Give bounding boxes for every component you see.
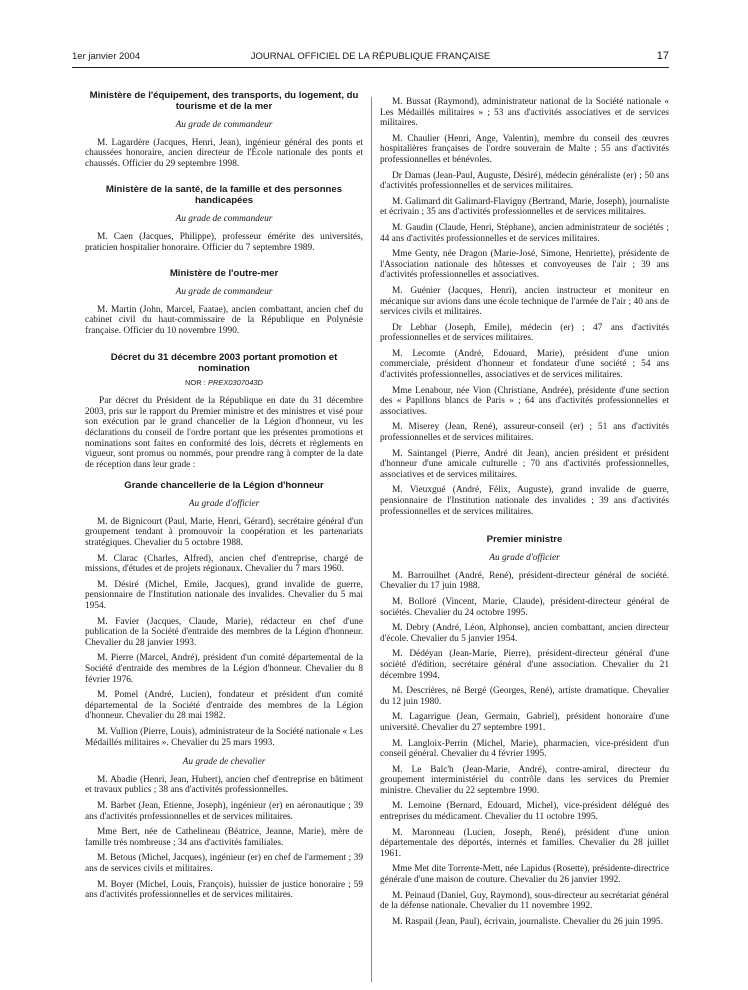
entry-list bbox=[85, 305, 363, 337]
header-date: 1er janvier 2004 bbox=[72, 51, 141, 62]
nominee-entry: M. Descrières, né Bergé (Georges, René), artiste dramatique. Chevalier du 12 juin 1980. bbox=[380, 686, 669, 707]
nominee-entry: Mme Bert, née de Cathelineau (Béatrice, Jeanne, Marie), mère de famille très nombreuse ; 34 ans d'activités familiales. bbox=[85, 827, 363, 848]
entry-list bbox=[85, 775, 363, 901]
entry-list bbox=[85, 517, 363, 748]
header-journal-title: JOURNAL OFFICIEL DE LA RÉPUBLIQUE FRANÇAISE bbox=[250, 51, 491, 62]
column-divider bbox=[371, 97, 372, 982]
nominee-entry: Mme Genty, née Dragon (Marie-José, Simone, Henriette), présidente de l'Association nationale des hôtesses et convoyeuses de l'air ; 39 ans d'activités professionnelles et associatives. bbox=[380, 249, 669, 281]
nominee-entry: M. Désiré (Michel, Emile, Jacques), grand invalide de guerre, pensionnaire de l'Institution nationale des invalides. Chevalier du 5 mai 1954. bbox=[85, 579, 363, 612]
running-header bbox=[72, 51, 669, 65]
header-rule bbox=[72, 67, 669, 68]
entry-list bbox=[380, 97, 669, 517]
nominee-entry: M. Bussat (Raymond), administrateur national de la Société nationale « Les Médaillés militaires » ; 53 ans d'activités associatives et de services militaires. bbox=[380, 97, 669, 129]
nor-reference bbox=[85, 378, 363, 389]
nominee-entry: M. de Bignicourt (Paul, Marie, Henri, Gérard), secrétaire général d'un groupement tendant à promouvoir la coopération et les partenariats stratégiques. Chevalier du 5 octobre 1988. bbox=[85, 516, 363, 549]
section-title: Ministère de l'outre-mer bbox=[169, 268, 279, 280]
right-column bbox=[380, 97, 669, 932]
grade-heading: Au grade d'officier bbox=[188, 499, 260, 510]
left-column bbox=[85, 90, 363, 906]
nominee-entry: M. Clarac (Charles, Alfred), ancien chef d'entreprise, chargé de missions, d'études et de projets régionaux. Chevalier du 7 mars 1960. bbox=[85, 553, 363, 575]
nominee-entry: M. Pierre (Marcel, André), président d'un comité départemental de la Société d'entraide des membres de la Légion d'honneur. Chevalier du 8 février 1976. bbox=[85, 653, 363, 685]
nominee-entry: M. Favier (Jacques, Claude, Marie), rédacteur en chef d'une publication de la Société d'entraide des membres de la Légion d'honneur. Chevalier du 28 janvier 1993. bbox=[85, 616, 363, 648]
nominee-entry: Mme Met dite Torrente-Mett, née Lapidus (Rosette), présidente-directrice générale d'une maison de couture. Chevalier du 26 janvier 1992. bbox=[380, 864, 669, 886]
nominee-entry: M. Gaudin (Claude, Henri, Stéphane), ancien administrateur de sociétés ; 44 ans d'activités professionnelles et de services militaires. bbox=[380, 222, 669, 244]
nominee-entry: M. Vieuxgué (André, Félix, Auguste), grand invalide de guerre, pensionnaire de l'Institution nationale des invalides ; 39 ans d'activités professionnelles et de services militaires. bbox=[380, 485, 669, 517]
nominee-entry: M. Lecomte (André, Edouard, Marie), président d'une union commerciale, président d'honneur et fondateur d'une société ; 54 ans d'activités professionnelles, associatives et de services militaires. bbox=[380, 348, 669, 381]
nominee-entry: M. Lagardère (Jacques, Henri, Jean), ingénieur général des ponts et chaussées honoraire, ancien directeur de l'École nationale des ponts et chaussés. Officier du 29 septembre 1998. bbox=[85, 137, 363, 169]
grade-heading: Au grade de commandeur bbox=[175, 214, 273, 225]
grade-heading: Au grade de commandeur bbox=[175, 287, 273, 298]
nominee-entry: M. Bolloré (Vincent, Marie, Claude), président-directeur général de sociétés. Chevalier du 24 octobre 1995. bbox=[380, 596, 669, 618]
nominee-entry: M. Lagarrigue (Jean, Germain, Gabriel), président honoraire d'une université. Chevalier du 27 septembre 1991. bbox=[380, 712, 669, 733]
nominee-entry: M. Raspail (Jean, Paul), écrivain, journaliste. Chevalier du 26 juin 1995. bbox=[392, 916, 663, 927]
section-title: Grande chancellerie de la Légion d'honneur bbox=[124, 480, 324, 492]
nominee-entry: Mme Lenabour, née Vion (Christiane, Andrée), présidente d'une section des « Papillons blancs de Paris » ; 64 ans d'activités professionnelles et associatives. bbox=[380, 385, 669, 417]
nominee-entry: M. Debry (André, Léon, Alphonse), ancien combattant, ancien directeur d'école. Chevalier du 5 janvier 1954. bbox=[380, 623, 669, 644]
nominee-entry: M. Martin (John, Marcel, Faatae), ancien combattant, ancien chef du cabinet civil du haut-commissaire de la République en Polynésie française. Officier du 10 novembre 1990. bbox=[85, 304, 363, 336]
nominee-entry: M. Le Balc'h (Jean-Marie, André), contre-amiral, directeur du groupement interministériel du contrôle dans les services du Premier ministre. Chevalier du 22 septembre 1990. bbox=[380, 764, 669, 796]
nominee-entry: Dr Lebhar (Joseph, Emile), médecin (er) ; 47 ans d'activités professionnelles et de services militaires. bbox=[380, 322, 669, 344]
nominee-entry: M. Dédéyan (Jean-Marie, Pierre), président-directeur général d'une société d'édition, secrétaire général d'une association. Chevalier du 21 décembre 1994. bbox=[380, 649, 669, 681]
nominee-entry: M. Chaulier (Henri, Ange, Valentin), membre du conseil des œuvres hospitalières françaises de l'ordre souverain de Malte ; 55 ans d'activités professionnelles et bénévoles. bbox=[380, 133, 669, 165]
nominee-entry: M. Abadie (Henri, Jean, Hubert), ancien chef d'entreprise en bâtiment et travaux publics ; 38 ans d'activités professionnelles. bbox=[85, 774, 363, 796]
nominee-entry: M. Peinaud (Daniel, Guy, Raymond), sous-directeur au secrétariat général de la défense nationale. Chevalier du 11 novembre 1992. bbox=[380, 890, 670, 912]
nominee-entry: M. Betous (Michel, Jacques), ingénieur (er) en chef de l'armement ; 39 ans de services civils et militaires. bbox=[85, 853, 363, 874]
nominee-entry: M. Barbet (Jean, Etienne, Joseph), ingénieur (er) en aéronautique ; 39 ans d'activités professionnelles et de services militaires. bbox=[85, 800, 363, 822]
nominee-entry: M. Langloix-Perrin (Michel, Marie), pharmacien, vice-président d'un conseil général. Chevalier du 4 février 1995. bbox=[380, 738, 669, 760]
nominee-entry: M. Galimard dit Galimard-Flavigny (Bertrand, Marie, Joseph), journaliste et écrivain ; 35 ans d'activités professionnelles et de services militaires. bbox=[380, 196, 669, 218]
nominee-entry: M. Vullion (Pierre, Louis), administrateur de la Société nationale « Les Médaillés militaires ». Chevalier du 25 mars 1993. bbox=[85, 726, 363, 748]
grade-heading: Au grade d'officier bbox=[489, 553, 560, 564]
nominee-entry: M. Pomel (André, Lucien), fondateur et président d'un comité départemental de la Société d'entraide des membres de la Légion d'honneur. Chevalier du 28 mai 1982. bbox=[85, 690, 363, 722]
decree-paragraph: Par décret du Président de la République en date du 31 décembre 2003, pris sur le rapport du Premier ministre et des ministres et visé pour son exécution par le grand chancelier de la Légion d'honneur, vu les déclarations du conseil de l'ordre portant que les présentes promotions et nominations sont faites en conformité des lois, décrets et règlements en vigueur, sont promus ou nommés, pour prendre rang à compter de la date de réception dans leur grade : bbox=[85, 396, 363, 470]
section-title: Ministère de la santé, de la famille et des personnes handicapées bbox=[105, 184, 343, 207]
entry-list bbox=[85, 232, 363, 253]
nominee-entry: M. Saintangel (Pierre, André dit Jean), ancien président et président d'honneur d'une amicale culturelle ; 70 ans d'activités professionnelles, associatives et de services militaires. bbox=[380, 448, 669, 480]
nominee-entry: M. Maronneau (Lucien, Joseph, René), président d'une union départementale des déportés, internés et familles. Chevalier du 28 juillet 1961. bbox=[380, 827, 669, 859]
nor-code: PREX0307043D bbox=[207, 377, 263, 387]
entry-list bbox=[85, 138, 363, 170]
entry-list bbox=[380, 571, 669, 928]
nominee-entry: M. Guénier (Jacques, Henri), ancien instructeur et moniteur en mécanique sur avions dans une école technique de l'armée de l'air ; 40 ans de services civils et militaires. bbox=[380, 285, 669, 318]
section-title: Ministère de l'équipement, des transports, du logement, du tourisme et de la mer bbox=[89, 90, 359, 112]
nominee-entry: Dr Damas (Jean-Paul, Auguste, Désiré), médecin généraliste (er) ; 50 ans d'activités professionnelles et de services militaires. bbox=[380, 170, 669, 192]
nominee-entry: M. Barrouilhet (André, René), président-directeur général de société. Chevalier du 17 juin 1988. bbox=[380, 570, 669, 592]
nor-label: NOR : bbox=[185, 377, 206, 387]
nominee-entry: M. Boyer (Michel, Louis, François), huissier de justice honoraire ; 59 ans d'activités professionnelles et de services militaires. bbox=[85, 879, 363, 901]
grade-heading: Au grade de commandeur bbox=[175, 120, 273, 130]
decree-title: Décret du 31 décembre 2003 portant promotion et nomination bbox=[110, 351, 338, 374]
nominee-entry: M. Miserey (Jean, René), assureur-conseil (er) ; 51 ans d'activités professionnelles et de services militaires. bbox=[380, 422, 669, 444]
page-number: 17 bbox=[656, 50, 669, 62]
section-title: Premier ministre bbox=[486, 534, 563, 546]
nominee-entry: M. Caen (Jacques, Philippe), professeur émérite des universités, praticien hospitalier honoraire. Officier du 7 septembre 1989. bbox=[85, 231, 363, 253]
nominee-entry: M. Lemoine (Bernard, Edouard, Michel), vice-président délégué des entreprises du médicament. Chevalier du 11 octobre 1995. bbox=[380, 801, 669, 823]
grade-heading: Au grade de chevalier bbox=[182, 757, 266, 768]
